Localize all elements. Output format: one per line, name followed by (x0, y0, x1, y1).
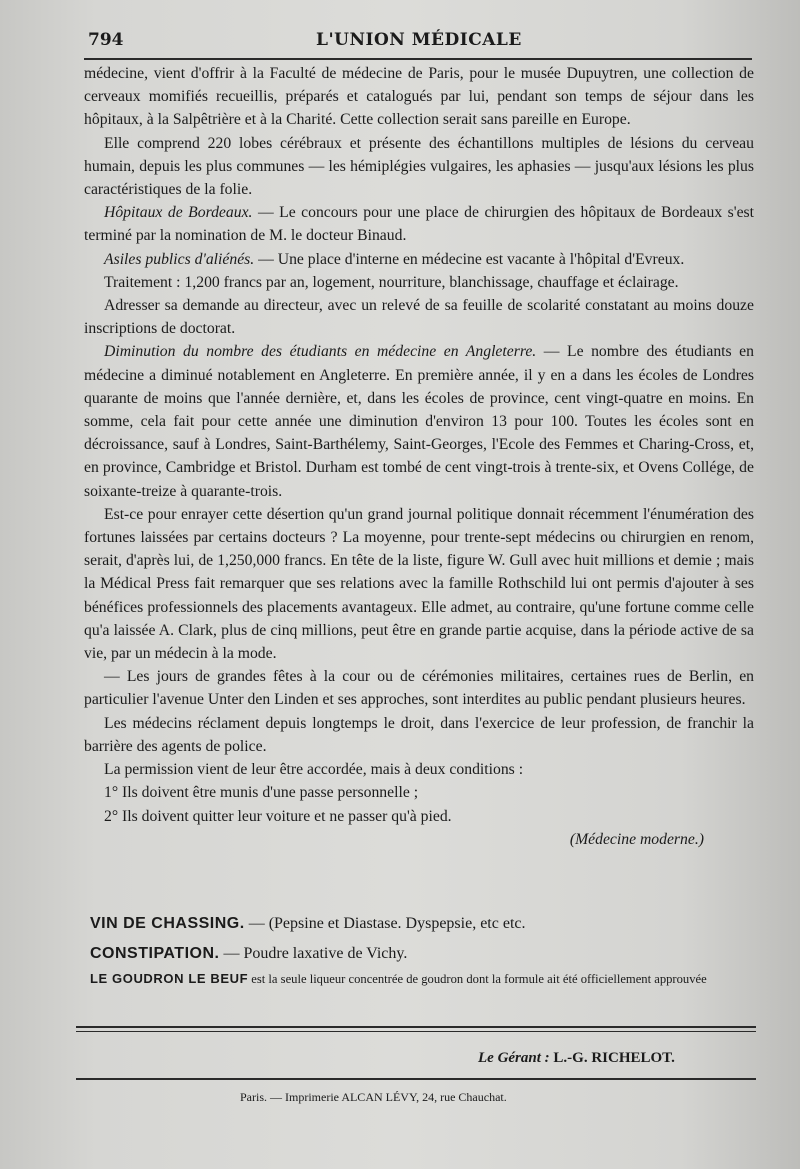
paragraph-6 (84, 294, 754, 340)
paragraph-7 (84, 340, 754, 502)
paragraph-11 (84, 758, 754, 781)
article-body (84, 62, 754, 851)
paragraph-lead: Diminution du nombre des étudiants en médecine en Angleterre. (104, 343, 537, 361)
printer-imprint: Paris. — Imprimerie ALCAN LÉVY, 24, rue Chauchat. (240, 1090, 507, 1104)
paragraph-3 (84, 201, 754, 247)
paragraph-8 (84, 503, 754, 665)
paragraph-lead: Hôpitaux de Bordeaux. (104, 204, 253, 222)
ad-text: est la seule liqueur concentrée de goudron dont la formule ait été officiellement approuvée (248, 972, 707, 986)
page-header (88, 28, 748, 60)
ad-text: — (Pepsine et Diastase. Dyspepsie, etc etc. (244, 915, 526, 932)
paragraph-10 (84, 712, 754, 758)
paragraph-lead: Asiles publics d'aliénés. (104, 250, 255, 268)
paragraph-text: — Les jours de grandes fêtes à la cour ou de cérémonies militaires, certaines rues de Berlin, en particulier l'avenue Unter den Linden et ses approches, sont interdites au public pendant plusieurs heures. (84, 668, 754, 709)
header-rule (84, 58, 752, 60)
paragraph-text: Est-ce pour enrayer cette désertion qu'un grand journal politique donnait récemment l'énumération des fortunes laissées par certains docteurs ? La moyenne, pour trente-sept médecins ou chirurgien en renom, serait, d'après lui, de 1,250,000 francs. En tête de la liste, figure W. Gull avec huit millions et demie ; mais la Médical Press fait remarquer que ses relations avec la famille Rothschild lui ont permis d'ajouter à ses bénéfices professionnels des placements avantageux. Elle admet, au contraire, qu'une fortune comme celle qu'a laissée A. Clark, plus de cinq millions, peut être en grande partie acquise, dans la période active de sa vie, par un médecin à la mode. (84, 505, 754, 663)
advertisements (90, 912, 750, 986)
gerant-label: Le Gérant : (478, 1050, 550, 1066)
paragraph-text: La permission vient de leur être accordée, mais à deux conditions : (104, 761, 524, 779)
paragraph-text: — Le concours pour une place de chirurgien des hôpitaux de Bordeaux s'est terminé par la nomination de M. le docteur Binaud. (84, 204, 754, 245)
paragraph-text: Traitement : 1,200 francs par an, logement, nourriture, blanchissage, chauffage et éclairage. (104, 273, 679, 291)
paragraph-text: 2° Ils doivent quitter leur voiture et ne passer qu'à pied. (104, 807, 452, 825)
ad-constipation (90, 942, 750, 966)
gerant-name: L.-G. RICHELOT. (549, 1050, 675, 1066)
paragraph-text: 1° Ils doivent être munis d'une passe personnelle ; (104, 784, 419, 802)
ad-vin-de-chassing (90, 912, 750, 936)
journal-title: L'UNION MÉDICALE (316, 30, 522, 50)
paragraph-4 (84, 248, 754, 271)
ad-title: LE GOUDRON LE BEUF (90, 971, 249, 986)
paragraph-2 (84, 132, 754, 202)
condition-1 (84, 781, 754, 804)
ad-goudron (90, 972, 750, 986)
paragraph-text: Les médecins réclament depuis longtemps le droit, dans l'exercice de leur profession, de franchir la barrière des agents de police. (84, 714, 754, 755)
paragraph-text: Elle comprend 220 lobes cérébraux et présente des échantillons multiples de lésions du cerveau humain, depuis les plus communes — les hémiplégies vulgaires, les aphasies — jusqu'aux lésions les plus caractéristiques de la folie. (84, 134, 754, 199)
paragraph-text: — Une place d'interne en médecine est vacante à l'hôpital d'Evreux. (254, 250, 685, 268)
paragraph-9 (84, 665, 754, 711)
page-number: 794 (88, 30, 124, 50)
condition-2 (84, 805, 754, 828)
paragraph-5 (84, 271, 754, 294)
footer-rule-bottom (76, 1078, 756, 1080)
source-citation: (Médecine moderne.) (569, 830, 704, 848)
gerant-signature (478, 1050, 675, 1067)
paragraph-text: Adresser sa demande au directeur, avec un relevé de sa feuille de scolarité constatant au moins douze inscriptions de doctorat. (84, 297, 754, 338)
ad-title: CONSTIPATION. (90, 945, 220, 962)
footer-rule-thin (76, 1031, 756, 1032)
footer-rule-top (76, 1026, 756, 1028)
ad-text: — Poudre laxative de Vichy. (219, 945, 408, 962)
paragraph-text: — Le nombre des étudiants en médecine a diminué notablement en Angleterre. En première année, il y en a dans les écoles de Londres quarante de moins que l'année dernière, et, dans les écoles de province, cent vingt-quatre en moins. En somme, cela fait pour cette année une diminution d'environ 13 pour 100. Toutes les écoles sont en décroissance, sauf à Londres, Saint-Barthélemy, Saint-Georges, l'Ecole des Femmes et Charing-Cross, et, en province, Cambridge et Bristol. Durham est tombé de cent vingt-trois à trente-six, et Ovens Collége, de soixante-treize à quarante-trois. (84, 343, 754, 500)
ad-title: VIN DE CHASSING. (90, 915, 245, 932)
paragraph-1 (84, 62, 754, 132)
paragraph-text: médecine, vient d'offrir à la Faculté de médecine de Paris, pour le musée Dupuytren, une collection de cerveaux momifiés recueillis, préparés et catalogués par lui, pendant son temps de séjour dans les hôpitaux, à la Salpêtrière et à la Charité. Cette collection serait sans pareille en Europe. (84, 65, 754, 129)
